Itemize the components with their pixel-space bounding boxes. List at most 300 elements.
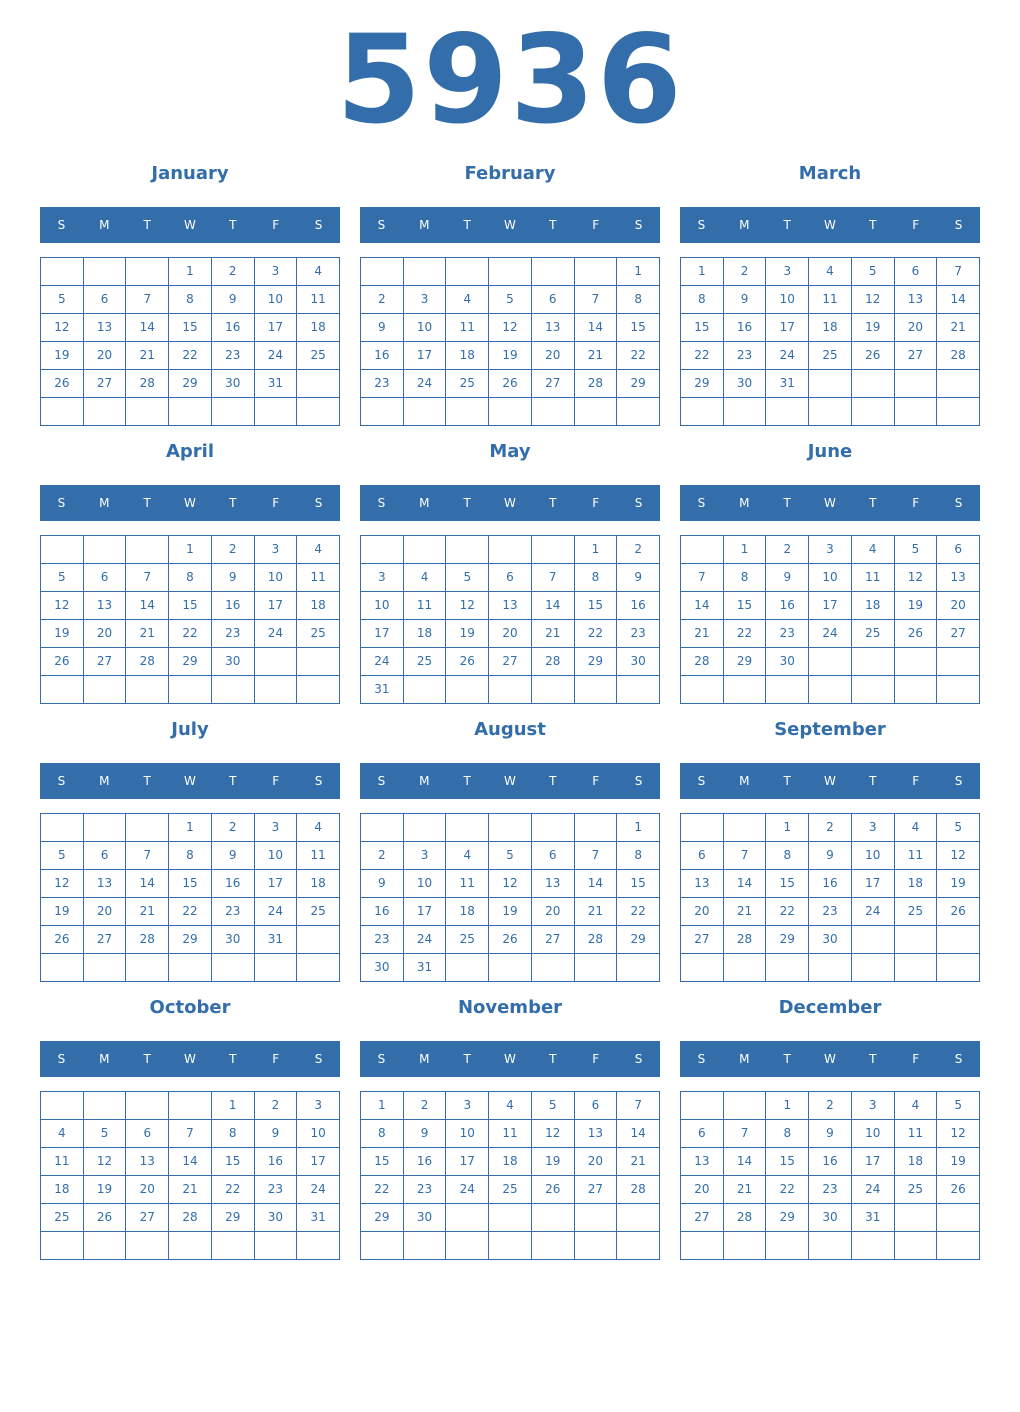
day-cell: 2: [809, 1092, 852, 1120]
day-cell: 1: [212, 1092, 255, 1120]
day-cell: 29: [724, 648, 767, 676]
day-cell: 1: [681, 258, 724, 286]
weekday-label: F: [592, 218, 600, 232]
day-cell: 10: [404, 870, 447, 898]
day-cell: 10: [255, 286, 298, 314]
day-cell: [297, 954, 340, 982]
day-cell: [41, 258, 84, 286]
day-cell: 31: [361, 676, 404, 704]
day-cell: 7: [681, 564, 724, 592]
day-cell: 9: [809, 1120, 852, 1148]
day-cell: [297, 370, 340, 398]
day-cell: 10: [255, 564, 298, 592]
weekday-header: [40, 1041, 340, 1077]
month-august: [360, 716, 660, 994]
day-cell: 30: [404, 1204, 447, 1232]
weekday-label: M: [419, 1052, 430, 1066]
day-cell: 13: [84, 592, 127, 620]
month-name: July: [171, 719, 209, 740]
day-cell: [937, 954, 980, 982]
weekday-label: M: [99, 218, 110, 232]
day-cell: 29: [766, 926, 809, 954]
day-cell: 15: [617, 870, 660, 898]
day-cell: 17: [852, 1148, 895, 1176]
day-cell: 19: [446, 620, 489, 648]
day-cell: [937, 398, 980, 426]
day-cell: 6: [681, 842, 724, 870]
weekday-label: F: [272, 774, 280, 788]
day-cell: [617, 954, 660, 982]
weekday-label: F: [592, 774, 600, 788]
day-cell: 18: [404, 620, 447, 648]
day-cell: 2: [255, 1092, 298, 1120]
day-cell: [852, 1232, 895, 1260]
day-cell: [681, 536, 724, 564]
weekday-label: M: [419, 218, 430, 232]
day-cell: 25: [297, 898, 340, 926]
day-cell: [404, 676, 447, 704]
day-cell: 15: [766, 870, 809, 898]
day-cell: 21: [169, 1176, 212, 1204]
day-cell: 28: [681, 648, 724, 676]
day-cell: 5: [446, 564, 489, 592]
day-cell: 21: [575, 898, 618, 926]
day-cell: [617, 676, 660, 704]
day-cell: 20: [489, 620, 532, 648]
day-cell: [724, 398, 767, 426]
weekday-label: F: [912, 496, 920, 510]
weekday-label: S: [954, 496, 963, 510]
day-cell: [84, 814, 127, 842]
day-cell: 24: [852, 1176, 895, 1204]
day-grid: [680, 813, 980, 982]
day-cell: 22: [766, 898, 809, 926]
day-cell: 30: [766, 648, 809, 676]
day-cell: [489, 258, 532, 286]
weekday-label: W: [824, 1052, 836, 1066]
day-cell: 31: [766, 370, 809, 398]
day-cell: 27: [937, 620, 980, 648]
day-cell: [895, 926, 938, 954]
day-cell: [895, 648, 938, 676]
day-cell: 10: [852, 1120, 895, 1148]
day-cell: 4: [446, 842, 489, 870]
day-cell: 21: [937, 314, 980, 342]
day-cell: [617, 398, 660, 426]
day-cell: 22: [575, 620, 618, 648]
day-cell: 14: [169, 1148, 212, 1176]
day-cell: 20: [84, 342, 127, 370]
day-cell: 18: [446, 898, 489, 926]
day-cell: [852, 676, 895, 704]
weekday-header: [40, 763, 340, 799]
day-cell: 24: [361, 648, 404, 676]
weekday-label: W: [184, 218, 196, 232]
day-cell: [169, 1092, 212, 1120]
month-october: [40, 994, 340, 1272]
day-cell: 17: [297, 1148, 340, 1176]
day-grid: [680, 257, 980, 426]
weekday-label: T: [463, 1052, 471, 1066]
day-cell: 17: [766, 314, 809, 342]
day-cell: [532, 814, 575, 842]
weekday-label: T: [463, 496, 471, 510]
day-cell: 22: [169, 620, 212, 648]
day-cell: [446, 536, 489, 564]
day-cell: 4: [852, 536, 895, 564]
day-cell: [937, 676, 980, 704]
day-cell: 20: [895, 314, 938, 342]
day-cell: 22: [361, 1176, 404, 1204]
day-cell: 14: [617, 1120, 660, 1148]
day-cell: 12: [489, 314, 532, 342]
day-cell: 27: [489, 648, 532, 676]
day-cell: 30: [809, 926, 852, 954]
weekday-label: T: [783, 774, 791, 788]
day-cell: 7: [126, 286, 169, 314]
day-cell: 17: [446, 1148, 489, 1176]
day-cell: [404, 814, 447, 842]
day-cell: [212, 398, 255, 426]
day-cell: 12: [41, 314, 84, 342]
day-cell: 14: [126, 870, 169, 898]
day-cell: 24: [255, 342, 298, 370]
day-cell: 13: [532, 314, 575, 342]
day-cell: 25: [446, 926, 489, 954]
day-cell: 17: [255, 592, 298, 620]
day-cell: [169, 954, 212, 982]
day-cell: 1: [169, 814, 212, 842]
day-cell: 10: [255, 842, 298, 870]
weekday-label: F: [912, 774, 920, 788]
day-cell: 11: [446, 314, 489, 342]
day-cell: 18: [489, 1148, 532, 1176]
day-cell: 19: [84, 1176, 127, 1204]
day-cell: 9: [724, 286, 767, 314]
day-cell: [532, 1232, 575, 1260]
day-cell: 21: [126, 620, 169, 648]
day-cell: 23: [404, 1176, 447, 1204]
month-name: August: [474, 719, 546, 740]
day-cell: 26: [895, 620, 938, 648]
day-cell: [84, 258, 127, 286]
day-cell: [489, 1204, 532, 1232]
day-cell: [126, 1232, 169, 1260]
day-cell: 16: [212, 592, 255, 620]
day-cell: 31: [404, 954, 447, 982]
day-cell: [84, 536, 127, 564]
weekday-label: S: [697, 218, 706, 232]
day-cell: 3: [255, 258, 298, 286]
day-cell: 27: [84, 370, 127, 398]
day-cell: 8: [766, 1120, 809, 1148]
day-cell: 9: [617, 564, 660, 592]
day-cell: 26: [41, 648, 84, 676]
day-cell: 28: [724, 926, 767, 954]
day-cell: [41, 1092, 84, 1120]
day-cell: 19: [41, 342, 84, 370]
day-cell: [361, 398, 404, 426]
day-cell: 14: [575, 314, 618, 342]
day-cell: [681, 1232, 724, 1260]
day-cell: 12: [446, 592, 489, 620]
day-cell: 28: [126, 648, 169, 676]
weekday-label: S: [57, 1052, 66, 1066]
day-cell: 2: [361, 842, 404, 870]
day-cell: 13: [681, 870, 724, 898]
weekday-header: [680, 485, 980, 521]
day-cell: 16: [404, 1148, 447, 1176]
day-cell: 17: [404, 342, 447, 370]
day-cell: 20: [84, 620, 127, 648]
day-cell: 23: [361, 370, 404, 398]
day-cell: 5: [84, 1120, 127, 1148]
day-cell: 26: [532, 1176, 575, 1204]
day-cell: 1: [169, 258, 212, 286]
day-cell: 4: [404, 564, 447, 592]
day-cell: 7: [937, 258, 980, 286]
day-cell: [937, 370, 980, 398]
day-cell: 9: [766, 564, 809, 592]
day-cell: 12: [895, 564, 938, 592]
day-cell: [84, 398, 127, 426]
day-cell: 9: [212, 286, 255, 314]
day-cell: 16: [255, 1148, 298, 1176]
day-cell: 9: [809, 842, 852, 870]
day-cell: 28: [169, 1204, 212, 1232]
weekday-label: M: [419, 496, 430, 510]
weekday-label: W: [504, 1052, 516, 1066]
day-cell: 9: [212, 842, 255, 870]
day-cell: 23: [255, 1176, 298, 1204]
month-november: [360, 994, 660, 1272]
day-cell: 4: [895, 1092, 938, 1120]
weekday-label: S: [57, 774, 66, 788]
day-cell: 6: [126, 1120, 169, 1148]
day-cell: 29: [617, 370, 660, 398]
day-cell: 11: [809, 286, 852, 314]
day-cell: 3: [404, 842, 447, 870]
day-cell: 20: [575, 1148, 618, 1176]
day-cell: 2: [212, 258, 255, 286]
day-cell: 30: [809, 1204, 852, 1232]
day-cell: 11: [297, 842, 340, 870]
day-cell: [255, 648, 298, 676]
day-cell: [446, 954, 489, 982]
day-cell: 14: [126, 592, 169, 620]
day-cell: 18: [895, 1148, 938, 1176]
weekday-label: T: [869, 218, 877, 232]
day-cell: [809, 648, 852, 676]
day-cell: 5: [937, 814, 980, 842]
day-cell: 4: [446, 286, 489, 314]
day-cell: 21: [617, 1148, 660, 1176]
weekday-label: T: [549, 218, 557, 232]
day-cell: [84, 1092, 127, 1120]
day-cell: [937, 926, 980, 954]
day-cell: 8: [766, 842, 809, 870]
day-cell: 10: [446, 1120, 489, 1148]
weekday-label: T: [549, 774, 557, 788]
day-cell: [404, 1232, 447, 1260]
weekday-label: M: [739, 774, 750, 788]
weekday-header: [680, 1041, 980, 1077]
day-cell: [361, 536, 404, 564]
day-cell: [766, 954, 809, 982]
day-cell: 17: [852, 870, 895, 898]
weekday-label: T: [869, 1052, 877, 1066]
day-cell: 26: [852, 342, 895, 370]
day-cell: 22: [169, 342, 212, 370]
day-cell: 1: [575, 536, 618, 564]
weekday-label: T: [229, 218, 237, 232]
day-cell: 17: [404, 898, 447, 926]
weekday-label: S: [697, 774, 706, 788]
day-cell: 6: [575, 1092, 618, 1120]
day-cell: [255, 398, 298, 426]
day-grid: [360, 1091, 660, 1260]
day-cell: 12: [41, 870, 84, 898]
day-cell: [297, 398, 340, 426]
month-name: October: [149, 997, 231, 1018]
day-cell: [766, 398, 809, 426]
day-cell: 28: [126, 370, 169, 398]
day-cell: 19: [852, 314, 895, 342]
day-cell: 28: [575, 370, 618, 398]
day-cell: 22: [617, 898, 660, 926]
weekday-label: T: [463, 774, 471, 788]
day-cell: 15: [766, 1148, 809, 1176]
day-cell: 2: [404, 1092, 447, 1120]
weekday-header: [40, 485, 340, 521]
day-cell: 5: [41, 564, 84, 592]
day-cell: 22: [617, 342, 660, 370]
day-cell: 20: [532, 898, 575, 926]
day-cell: 26: [489, 370, 532, 398]
weekday-label: T: [463, 218, 471, 232]
day-cell: [404, 398, 447, 426]
day-cell: 8: [169, 564, 212, 592]
day-cell: [895, 1204, 938, 1232]
day-cell: 27: [895, 342, 938, 370]
day-cell: 29: [169, 370, 212, 398]
weekday-label: M: [99, 774, 110, 788]
day-cell: 28: [724, 1204, 767, 1232]
day-cell: 7: [575, 842, 618, 870]
month-name: December: [778, 997, 882, 1018]
day-cell: [532, 954, 575, 982]
day-cell: [169, 1232, 212, 1260]
day-cell: 4: [297, 258, 340, 286]
day-cell: [681, 1092, 724, 1120]
day-cell: 17: [255, 870, 298, 898]
day-cell: 19: [895, 592, 938, 620]
day-grid: [40, 257, 340, 426]
day-cell: 9: [255, 1120, 298, 1148]
day-cell: 20: [681, 898, 724, 926]
day-cell: [255, 676, 298, 704]
weekday-label: T: [229, 496, 237, 510]
day-cell: 9: [361, 314, 404, 342]
day-cell: [724, 1092, 767, 1120]
weekday-label: S: [697, 1052, 706, 1066]
months-grid: [40, 160, 980, 1272]
weekday-label: W: [504, 496, 516, 510]
day-cell: 22: [169, 898, 212, 926]
day-cell: 27: [532, 926, 575, 954]
day-cell: 3: [809, 536, 852, 564]
day-cell: 7: [169, 1120, 212, 1148]
day-cell: 13: [489, 592, 532, 620]
day-cell: [809, 370, 852, 398]
day-cell: 30: [212, 648, 255, 676]
weekday-label: W: [824, 218, 836, 232]
day-cell: [766, 1232, 809, 1260]
day-cell: 13: [575, 1120, 618, 1148]
weekday-label: S: [634, 1052, 643, 1066]
day-cell: 15: [169, 870, 212, 898]
day-cell: 5: [41, 286, 84, 314]
day-cell: [361, 1232, 404, 1260]
weekday-label: S: [314, 218, 323, 232]
day-cell: 30: [255, 1204, 298, 1232]
weekday-label: F: [912, 1052, 920, 1066]
day-cell: 3: [255, 536, 298, 564]
day-cell: [169, 398, 212, 426]
day-cell: 3: [446, 1092, 489, 1120]
day-cell: [575, 1204, 618, 1232]
month-may: [360, 438, 660, 716]
weekday-label: T: [229, 1052, 237, 1066]
month-name: March: [798, 163, 862, 184]
weekday-label: M: [739, 218, 750, 232]
day-cell: 15: [361, 1148, 404, 1176]
day-cell: 23: [361, 926, 404, 954]
day-cell: 2: [617, 536, 660, 564]
weekday-label: T: [229, 774, 237, 788]
day-cell: 13: [84, 314, 127, 342]
day-cell: [852, 370, 895, 398]
day-cell: 31: [297, 1204, 340, 1232]
weekday-label: W: [184, 496, 196, 510]
day-grid: [40, 1091, 340, 1260]
month-july: [40, 716, 340, 994]
day-cell: 18: [895, 870, 938, 898]
day-cell: [212, 1232, 255, 1260]
day-cell: 8: [169, 286, 212, 314]
weekday-label: S: [377, 496, 386, 510]
day-cell: [404, 258, 447, 286]
day-cell: 29: [212, 1204, 255, 1232]
day-cell: 8: [617, 842, 660, 870]
month-name: April: [165, 441, 215, 462]
day-cell: [766, 676, 809, 704]
day-cell: [489, 814, 532, 842]
day-cell: 13: [937, 564, 980, 592]
day-cell: 13: [84, 870, 127, 898]
day-cell: [895, 398, 938, 426]
day-cell: 15: [575, 592, 618, 620]
day-cell: [404, 536, 447, 564]
day-cell: [297, 1232, 340, 1260]
day-cell: 27: [84, 926, 127, 954]
weekday-label: S: [954, 218, 963, 232]
day-cell: 27: [681, 1204, 724, 1232]
day-cell: [446, 676, 489, 704]
day-cell: [41, 398, 84, 426]
day-cell: 29: [766, 1204, 809, 1232]
day-cell: 30: [212, 370, 255, 398]
